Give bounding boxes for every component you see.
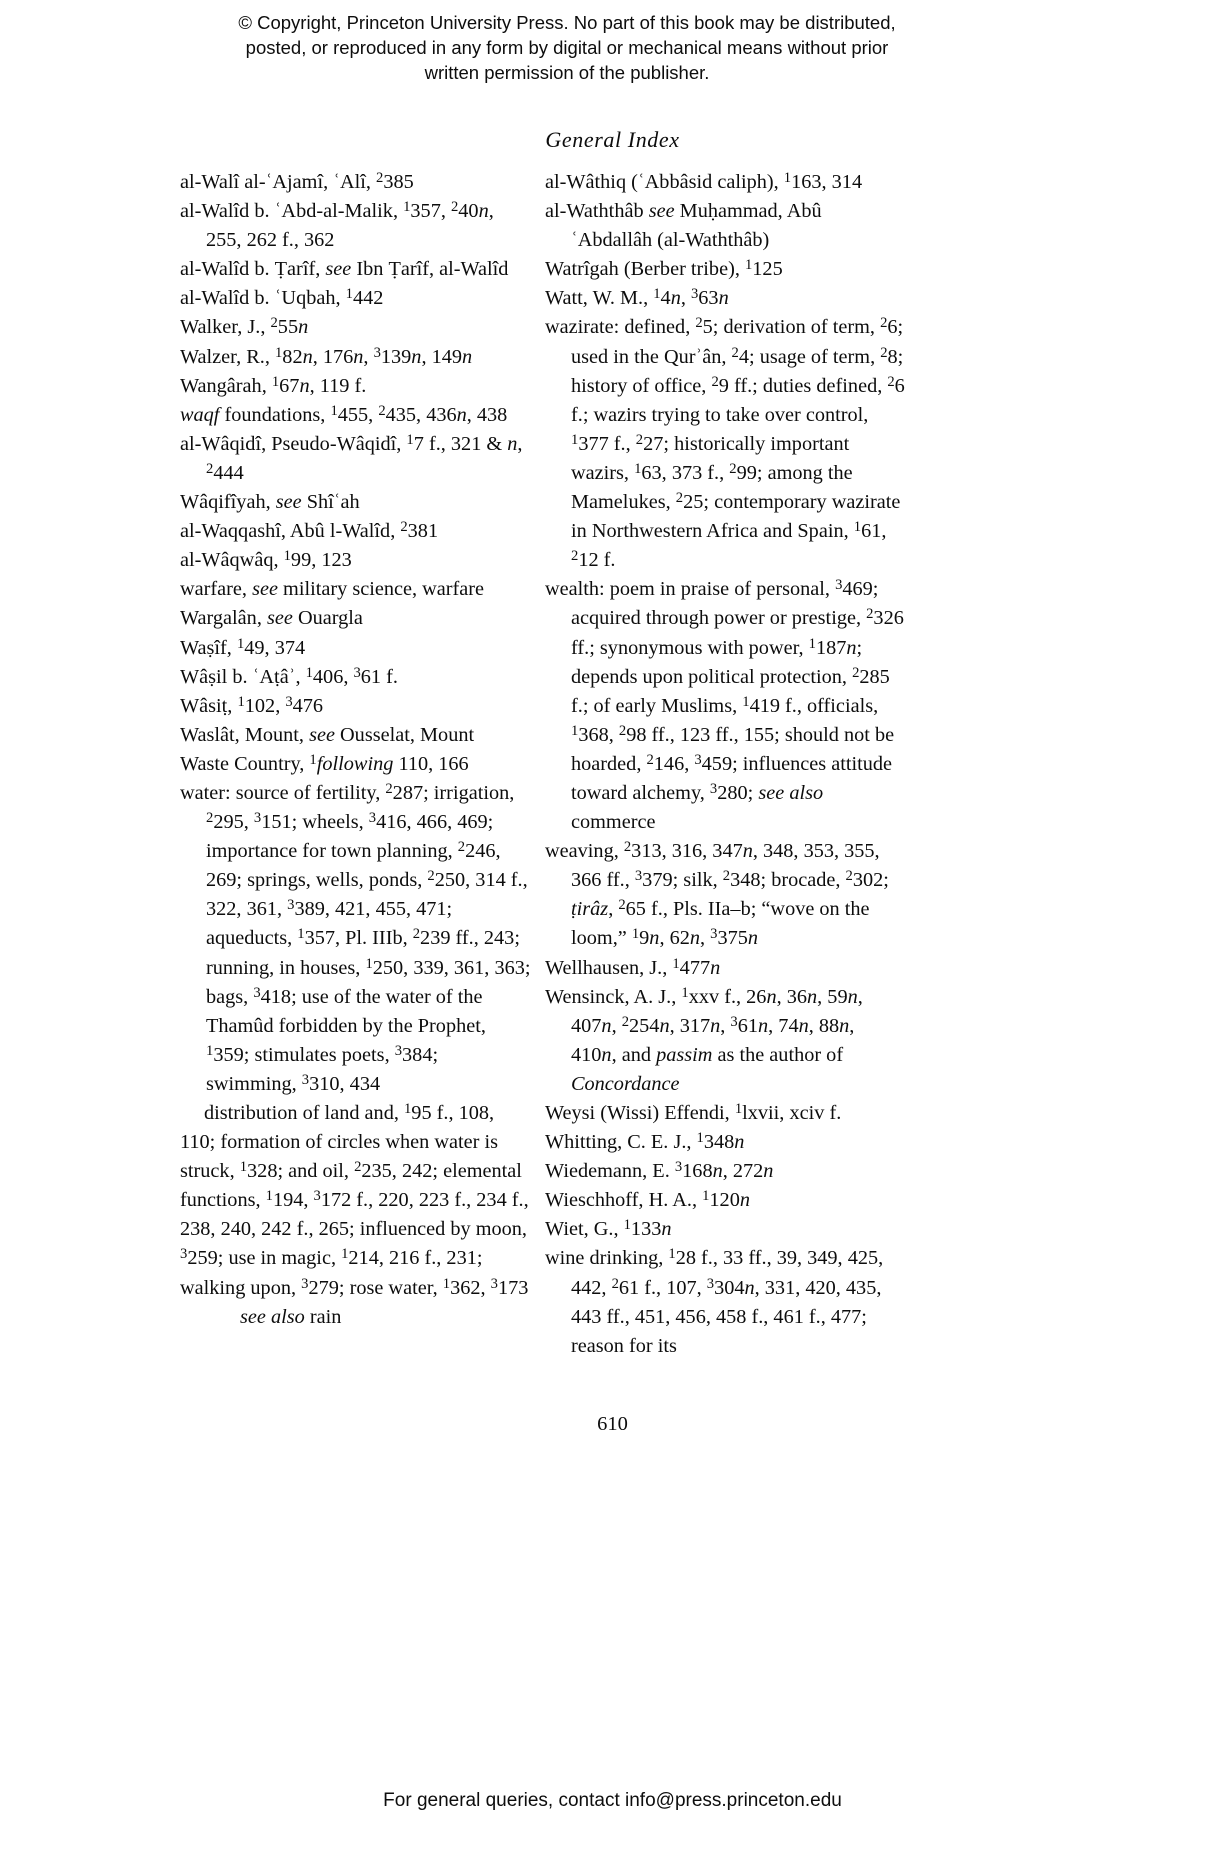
index-entry: Walker, J., $^2$55n <box>180 315 309 339</box>
index-entry: Whitting, C. E. J., $^1$348n <box>545 1129 745 1154</box>
index-entry: Wiedemann, E. $^3$168n, 272n <box>545 1159 774 1183</box>
index-entry: Waṣîf, $^1$49, 374 <box>180 635 306 659</box>
index-entry: Wieschhoff, H. A., $^1$120n <box>545 1188 750 1212</box>
index-entry: Watrîgah (Berber tribe), $^1$125 <box>545 257 783 281</box>
index-entry: Wâqifîyah, see Shîʿah <box>180 491 360 514</box>
footer-notice: For general queries, contact info@press.princeton.edu <box>383 1790 842 1811</box>
index-entry: warfare, see military science, warfare <box>180 578 485 601</box>
index-entry: wazirate: defined, $^2$5; derivation of term, $^2$6; used in the Qurʾân, $^2$4; usage of term, $^2$8; history of office, $^2$9 ff.; duties defined, $^2$6 f.; wazirs trying to take over control, $^1$377 f., $^2$27; historically important wazirs, $^1$63, 373 f., $^2$99; among the Mamelukes, $^2$25; contemporary wazirate in Northwestern Africa and Spain, $^1$61, $^2$12 f. <box>545 315 905 572</box>
index-entry: al-Wâthiq (ʿAbbâsid caliph), $^1$163, 314 <box>545 169 863 193</box>
index-column-right <box>545 168 905 1361</box>
index-entry: al-Waththâb see Muḥammad, Abû ʿAbdallâh (al-Waththâb) <box>545 200 822 252</box>
index-entry: wealth: poem in praise of personal, $^3$469; acquired through power or prestige, $^2$326 ff.; synonymous with power, $^1$187n; depends upon political protection, $^2$285 f.; of early Muslims, $^1$419 f., officials, $^1$368, $^2$98 ff., 123 ff., 155; should not be hoarded, $^2$146, $^3$459; influences attitude toward alchemy, $^3$280; see also commerce <box>545 577 904 834</box>
index-entry: weaving, $^2$313, 316, 347n, 348, 353, 355, 366 ff., $^3$379; silk, $^2$348; brocade, $^2$302; ṭirâz, $^2$65 f., Pls. IIa–b; “wove on the loom,” $^1$9n, 62n, $^3$375n <box>545 839 889 950</box>
index-column-left <box>180 168 532 1332</box>
index-entry: al-Waqqashî, Abû l-Walîd, $^2$381 <box>180 519 439 543</box>
index-entry: wine drinking, $^1$28 f., 33 ff., 39, 349, 425, 442, $^2$61 f., 107, $^3$304n, 331, 420, 435, 443 ff., 451, 456, 458 f., 461 f., 477; reason for its <box>545 1246 884 1357</box>
index-entry-continued: distribution of land and, $^1$95 f., 108, 110; formation of circles when water is struck, $^1$328; and oil, $^2$235, 242; elemental functions, $^1$194, $^3$172 f., 220, 223 f., 234 f., 238, 240, 242 f., 265; influenced by moon, $^3$259; use in magic, $^1$214, 216 f., 231; walking upon, $^3$279; rose water, $^1$362, $^3$173 <box>180 1100 529 1299</box>
index-entry: al-Walîd b. ʿAbd-al-Malik, $^1$357, $^2$40n, 255, 262 f., 362 <box>180 198 494 252</box>
index-entry: al-Wâqwâq, $^1$99, 123 <box>180 548 352 572</box>
index-entry: al-Wâqidî, Pseudo-Wâqidî, $^1$7 f., 321 & n, $^2$444 <box>180 431 523 484</box>
index-entry: Waste Country, $^1$following 110, 166 <box>180 751 469 775</box>
page-number: 610 <box>597 1413 628 1435</box>
running-head: General Index <box>545 127 680 152</box>
index-entry: Watt, W. M., $^1$4n, $^3$63n <box>545 286 729 310</box>
index-entry: Wellhausen, J., $^1$477n <box>545 955 721 979</box>
index-entry: Wangârah, $^1$67n, 119 f. <box>180 373 367 397</box>
index-entry: al-Walî al-ʿAjamî, ʿAlî, $^2$385 <box>180 169 414 193</box>
index-entry: water: source of fertility, $^2$287; irrigation, $^2$295, $^3$151; wheels, $^3$416, 466, 469; importance for town planning, $^2$246, 269; springs, wells, ponds, $^2$250, 314 f., 322, 361, $^3$389, 421, 455, 471; aqueducts, $^1$357, Pl. IIIb, $^2$239 ff., 243; running, in houses, $^1$250, 339, 361, 363; bags, $^3$418; use of the water of the Thamûd forbidden by the Prophet, $^1$359; stimulates poets, $^3$384; swimming, $^3$310, 434 <box>180 780 531 1095</box>
index-entry: Wensinck, A. J., $^1$xxv f., 26n, 36n, 59n, 407n, $^2$254n, 317n, $^3$61n, 74n, 88n, 410n, and passim as the author of Concordance <box>545 984 863 1095</box>
index-entry: Waslât, Mount, see Ousselat, Mount <box>180 723 475 746</box>
index-entry: waqf foundations, $^1$455, $^2$435, 436n, 438 <box>180 402 508 426</box>
index-columns <box>0 168 1225 1408</box>
index-entry: Wiet, G., $^1$133n <box>545 1217 672 1241</box>
index-entry: al-Walîd b. Ṭarîf, see Ibn Ṭarîf, al-Walîd <box>180 258 509 281</box>
index-entry: al-Walîd b. ʿUqbah, $^1$442 <box>180 286 384 310</box>
index-entry: Wargalân, see Ouargla <box>180 607 363 630</box>
index-see-also: see also rain <box>240 1305 342 1328</box>
copyright-notice: © Copyright, Princeton University Press. No part of this book may be distributed, posted, or reproduced in any form by digital or mechanical means without prior written permission of the publisher. <box>238 12 896 83</box>
index-entry: Wâṣil b. ʿAṭâʾ, $^1$406, $^3$61 f. <box>180 664 398 688</box>
index-entry: Weysi (Wissi) Effendi, $^1$lxvii, xciv f. <box>545 1100 842 1124</box>
index-entry: Walzer, R., $^1$82n, 176n, $^3$139n, 149n <box>180 344 473 368</box>
index-entry: Wâsiṭ, $^1$102, $^3$476 <box>180 693 324 717</box>
